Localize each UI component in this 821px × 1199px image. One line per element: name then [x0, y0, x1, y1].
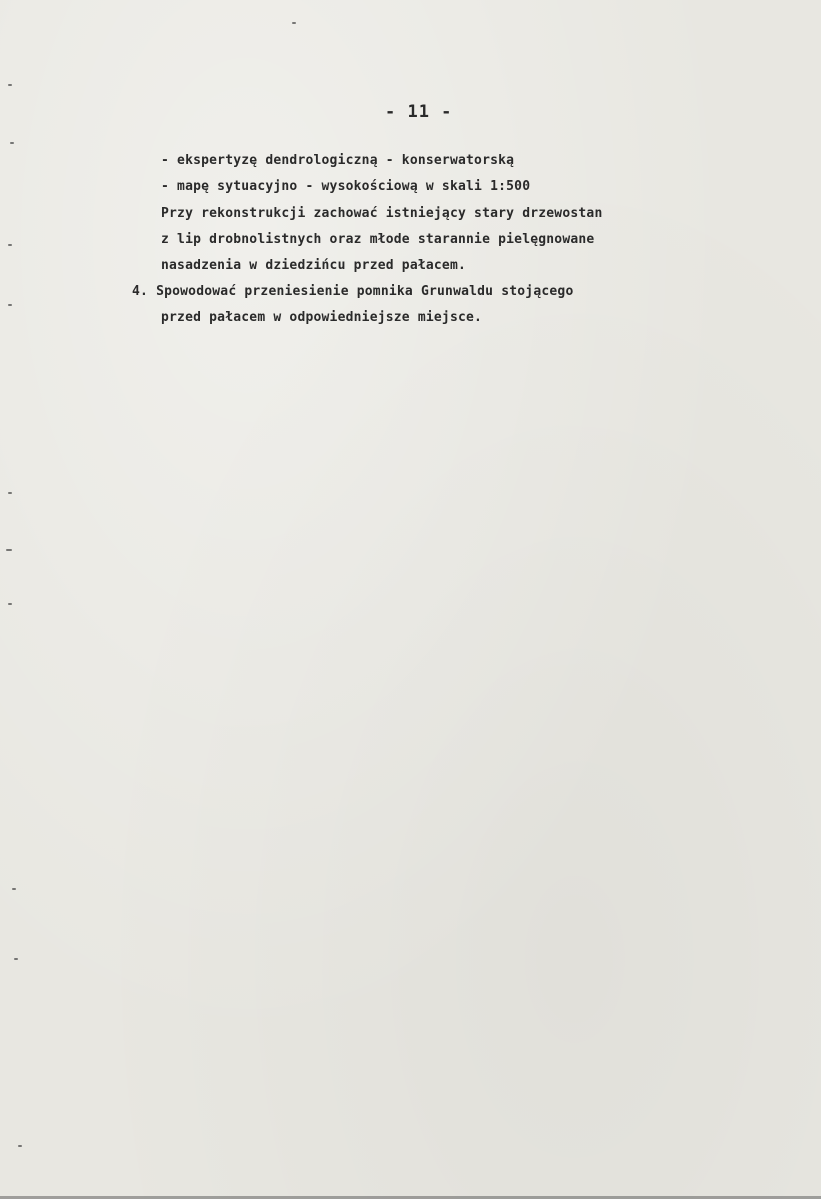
body-line-6: 4. Spowodować przeniesienie pomnika Grunwaldu stojącego [132, 284, 574, 299]
body-line-1: - ekspertyzę dendrologiczną - konserwatorską [161, 153, 515, 168]
scan-mark [10, 142, 14, 144]
scan-mark [8, 304, 12, 306]
body-line-4: z lip drobnolistnych oraz młode starannie pielęgnowane [161, 232, 595, 247]
body-line-2: - mapę sytuacyjno - wysokościową w skali 1:500 [161, 179, 531, 194]
scan-mark [8, 244, 12, 246]
scan-mark [12, 888, 16, 890]
scan-mark [8, 492, 12, 494]
body-line-7: przed pałacem w odpowiedniejsze miejsce. [161, 310, 483, 325]
scan-mark [8, 603, 12, 605]
page-number: - 11 - [385, 102, 453, 122]
scan-mark [292, 22, 296, 24]
scan-mark [18, 1145, 22, 1147]
scan-mark [14, 958, 18, 960]
scan-mark [8, 84, 12, 86]
scan-mark [6, 549, 12, 551]
body-line-5: nasadzenia w dziedzińcu przed pałacem. [161, 258, 467, 273]
body-line-3: Przy rekonstrukcji zachować istniejący stary drzewostan [161, 206, 603, 221]
